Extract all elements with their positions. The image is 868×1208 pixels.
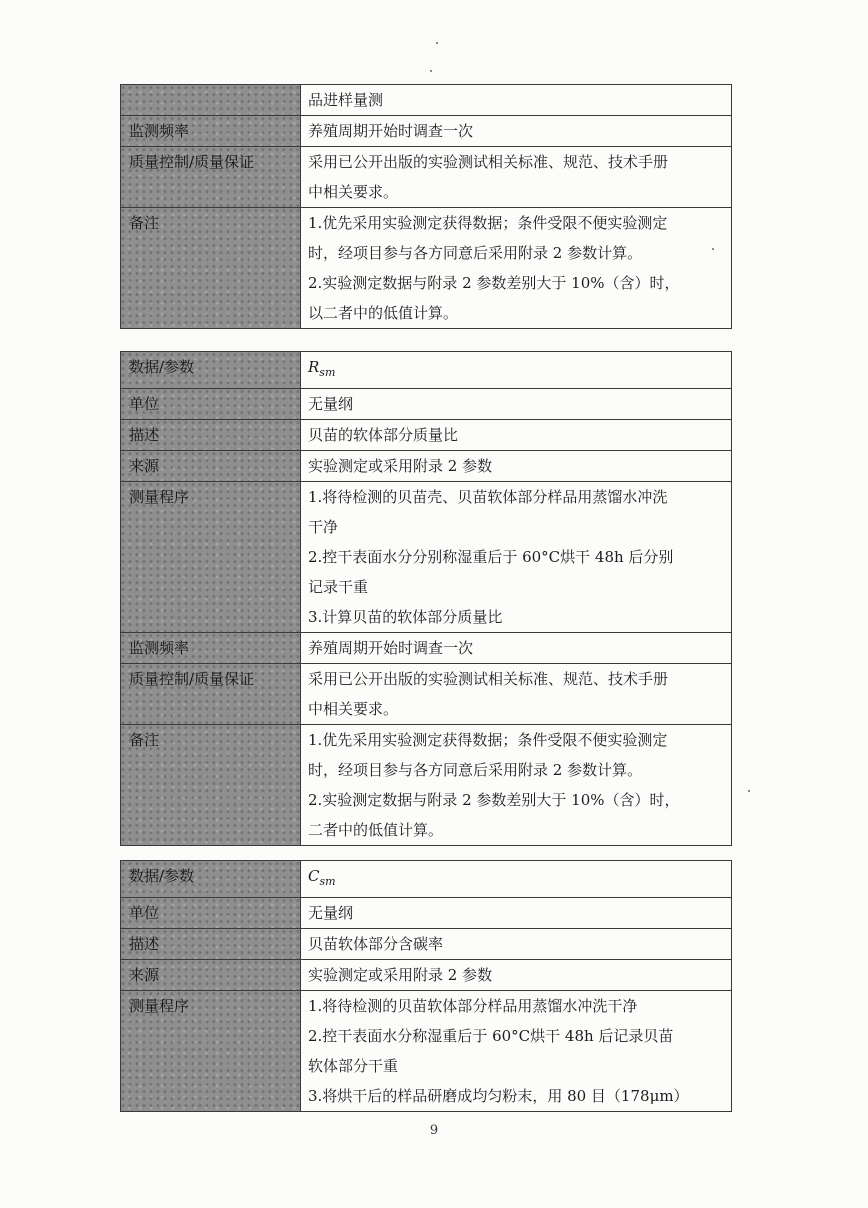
row-key: 测量程序 [121, 991, 301, 1112]
table-row [121, 929, 732, 960]
table-row [121, 482, 732, 633]
row-value [301, 147, 732, 208]
parameter-symbol [301, 861, 732, 898]
row-key: 监测频率 [121, 633, 301, 664]
row-value [301, 85, 732, 116]
parameter-symbol [301, 352, 732, 389]
row-value [301, 389, 732, 420]
row-key: 备注 [121, 208, 301, 329]
row-value [301, 929, 732, 960]
table-row [121, 352, 732, 389]
value-line: 品进样量测 [308, 91, 384, 109]
value-line: 以二者中的低值计算。 [308, 304, 459, 322]
table-row [121, 991, 732, 1112]
table-row [121, 389, 732, 420]
symbol-main: R [308, 358, 320, 376]
value-line: 贝苗软体部分含碳率 [308, 935, 444, 953]
value-line: 采用已公开出版的实验测试相关标准、规范、技术手册 [308, 153, 669, 171]
value-line: 3.计算贝苗的软体部分质量比 [308, 608, 503, 626]
value-line: 1.优先采用实验测定获得数据；条件受限不便实验测定 [308, 214, 668, 232]
table-row [121, 420, 732, 451]
row-value [301, 898, 732, 929]
scan-speck [748, 790, 750, 792]
value-line: 时，经项目参与各方同意后采用附录 2 参数计算。 [308, 761, 643, 779]
value-line: 记录干重 [308, 578, 369, 596]
row-value [301, 633, 732, 664]
row-key: 质量控制/质量保证 [121, 664, 301, 725]
table-row [121, 208, 732, 329]
value-line: 无量纲 [308, 395, 354, 413]
table-row [121, 633, 732, 664]
value-line: 2.控干表面水分分别称湿重后于 60°C烘干 48h 后分别 [308, 548, 674, 566]
value-line: 1.将待检测的贝苗软体部分样品用蒸馏水冲洗干净 [308, 997, 638, 1015]
value-line: 2.控干表面水分称湿重后于 60°C烘干 48h 后记录贝苗 [308, 1027, 674, 1045]
table-row [121, 664, 732, 725]
table-row [121, 960, 732, 991]
value-line: 中相关要求。 [308, 700, 399, 718]
row-value [301, 420, 732, 451]
value-line: 中相关要求。 [308, 183, 399, 201]
page-number: 9 [429, 1123, 439, 1138]
value-line: 贝苗的软体部分质量比 [308, 426, 459, 444]
table-row [121, 451, 732, 482]
parameter-table-1 [120, 84, 732, 329]
value-line: 无量纲 [308, 904, 354, 922]
symbol-subscript: sm [319, 366, 336, 379]
symbol-subscript: sm [319, 875, 336, 888]
value-line: 实验测定或采用附录 2 参数 [308, 966, 493, 984]
value-line: 2.实验测定数据与附录 2 参数差别大于 10%（含）时， [308, 274, 680, 292]
row-value [301, 208, 732, 329]
row-key: 描述 [121, 420, 301, 451]
row-key: 描述 [121, 929, 301, 960]
row-value [301, 991, 732, 1112]
scan-speck [436, 42, 438, 44]
row-key: 来源 [121, 960, 301, 991]
value-line: 二者中的低值计算。 [308, 821, 444, 839]
row-value [301, 725, 732, 846]
value-line: 采用已公开出版的实验测试相关标准、规范、技术手册 [308, 670, 669, 688]
value-line: 时，经项目参与各方同意后采用附录 2 参数计算。 [308, 244, 643, 262]
row-key: 备注 [121, 725, 301, 846]
row-value [301, 482, 732, 633]
table-row [121, 725, 732, 846]
value-line: 1.将待检测的贝苗壳、贝苗软体部分样品用蒸馏水冲洗 [308, 488, 668, 506]
table-row [121, 861, 732, 898]
table-row [121, 147, 732, 208]
header-key: 数据/参数 [121, 352, 301, 389]
table-row [121, 85, 732, 116]
row-key: 质量控制/质量保证 [121, 147, 301, 208]
row-key: 来源 [121, 451, 301, 482]
value-line: 养殖周期开始时调查一次 [308, 639, 474, 657]
value-line: 软体部分干重 [308, 1057, 399, 1075]
row-value [301, 451, 732, 482]
row-key: 单位 [121, 898, 301, 929]
value-line: 3.将烘干后的样品研磨成均匀粉末，用 80 目（178μm） [308, 1087, 689, 1105]
value-line: 1.优先采用实验测定获得数据；条件受限不便实验测定 [308, 731, 668, 749]
scan-speck [712, 248, 714, 250]
row-value [301, 664, 732, 725]
row-value [301, 960, 732, 991]
table-row [121, 116, 732, 147]
row-key [121, 85, 301, 116]
parameter-table-rsm [120, 351, 732, 846]
scan-speck [430, 70, 432, 72]
row-key: 测量程序 [121, 482, 301, 633]
value-line: 干净 [308, 518, 339, 536]
row-key: 监测频率 [121, 116, 301, 147]
table-row [121, 898, 732, 929]
value-line: 2.实验测定数据与附录 2 参数差别大于 10%（含）时， [308, 791, 680, 809]
header-key: 数据/参数 [121, 861, 301, 898]
symbol-main: C [308, 867, 320, 885]
row-value [301, 116, 732, 147]
parameter-table-csm [120, 860, 732, 1112]
value-line: 养殖周期开始时调查一次 [308, 122, 474, 140]
row-key: 单位 [121, 389, 301, 420]
value-line: 实验测定或采用附录 2 参数 [308, 457, 493, 475]
